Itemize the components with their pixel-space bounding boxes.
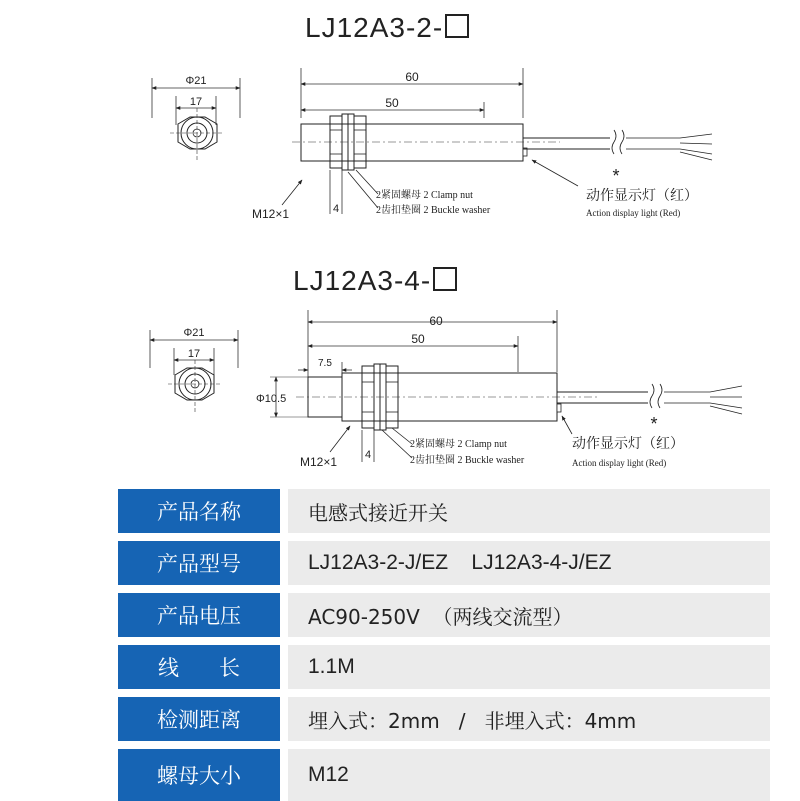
diagram2-dia-inner: 17 [187, 348, 201, 360]
diagram2-side-view [256, 310, 742, 469]
diagram2-indicator-cn: 动作显示灯（红） [572, 436, 684, 452]
diagram2-clamp-nut: 2紧固螺母 2 Clamp nut [410, 439, 507, 450]
spec-value: AC90-250V （两线交流型） [288, 593, 770, 637]
diagram2-nut-width: 4 [364, 449, 372, 461]
diagram1-len-body: 50 [385, 96, 399, 110]
spec-row-detect-distance [118, 697, 770, 741]
spec-row-cable-length [118, 645, 770, 689]
diagram2-dia-outer: Φ21 [183, 327, 205, 339]
diagram1-star: * [612, 166, 620, 186]
diagram2-title-text: LJ12A3-4- [293, 265, 432, 296]
spec-label: 线 长 [118, 645, 280, 689]
spec-value: LJ12A3-2-J/EZ LJ12A3-4-J/EZ [288, 541, 770, 585]
spec-label: 产品名称 [118, 489, 280, 533]
diagram1-clamp-nut: 2紧固螺母 2 Clamp nut [376, 190, 473, 201]
spec-row-product-name [118, 489, 770, 533]
diagram2-len-total: 60 [429, 314, 443, 328]
diagram1-thread: M12×1 [252, 207, 290, 221]
diagram1-dia-outer: Φ21 [185, 75, 207, 87]
spec-label: 螺母大小 [118, 749, 280, 801]
diagram1-dia-inner: 17 [189, 96, 203, 108]
diagram1-buckle-washer: 2齿扣垫圈 2 Buckle washer [376, 205, 491, 216]
spec-value: M12 [288, 749, 770, 801]
spec-row-nut-size [118, 749, 770, 801]
spec-row-model [118, 541, 770, 585]
spec-value: 1.1M [288, 645, 770, 689]
diagram2-buckle-washer: 2齿扣垫圈 2 Buckle washer [410, 455, 525, 466]
diagram1-indicator-cn: 动作显示灯（红） [586, 188, 698, 204]
spec-label: 产品型号 [118, 541, 280, 585]
diagram1-title-text: LJ12A3-2- [305, 12, 444, 43]
spec-label: 检测距离 [118, 697, 280, 741]
diagram2-len-body: 50 [411, 332, 425, 346]
spec-label: 产品电压 [118, 593, 280, 637]
spec-value: 埋入式：2mm / 非埋入式：4mm [288, 697, 770, 741]
diagram1-len-total: 60 [405, 70, 419, 84]
spec-value: 电感式接近开关 [288, 489, 770, 533]
diagram2-head-dia: Φ10.5 [256, 393, 287, 405]
diagram2-indicator-en: Action display light (Red) [572, 458, 667, 468]
diagram2-end-view [150, 327, 238, 412]
spec-row-voltage [118, 593, 770, 637]
diagram2-star: * [650, 414, 658, 434]
diagram1-indicator-en: Action display light (Red) [586, 208, 681, 218]
diagram2-len-head: 7.5 [318, 358, 332, 369]
diagram2-thread: M12×1 [300, 455, 338, 469]
spec-table [118, 489, 770, 801]
diagram1-nut-width: 4 [332, 203, 340, 215]
